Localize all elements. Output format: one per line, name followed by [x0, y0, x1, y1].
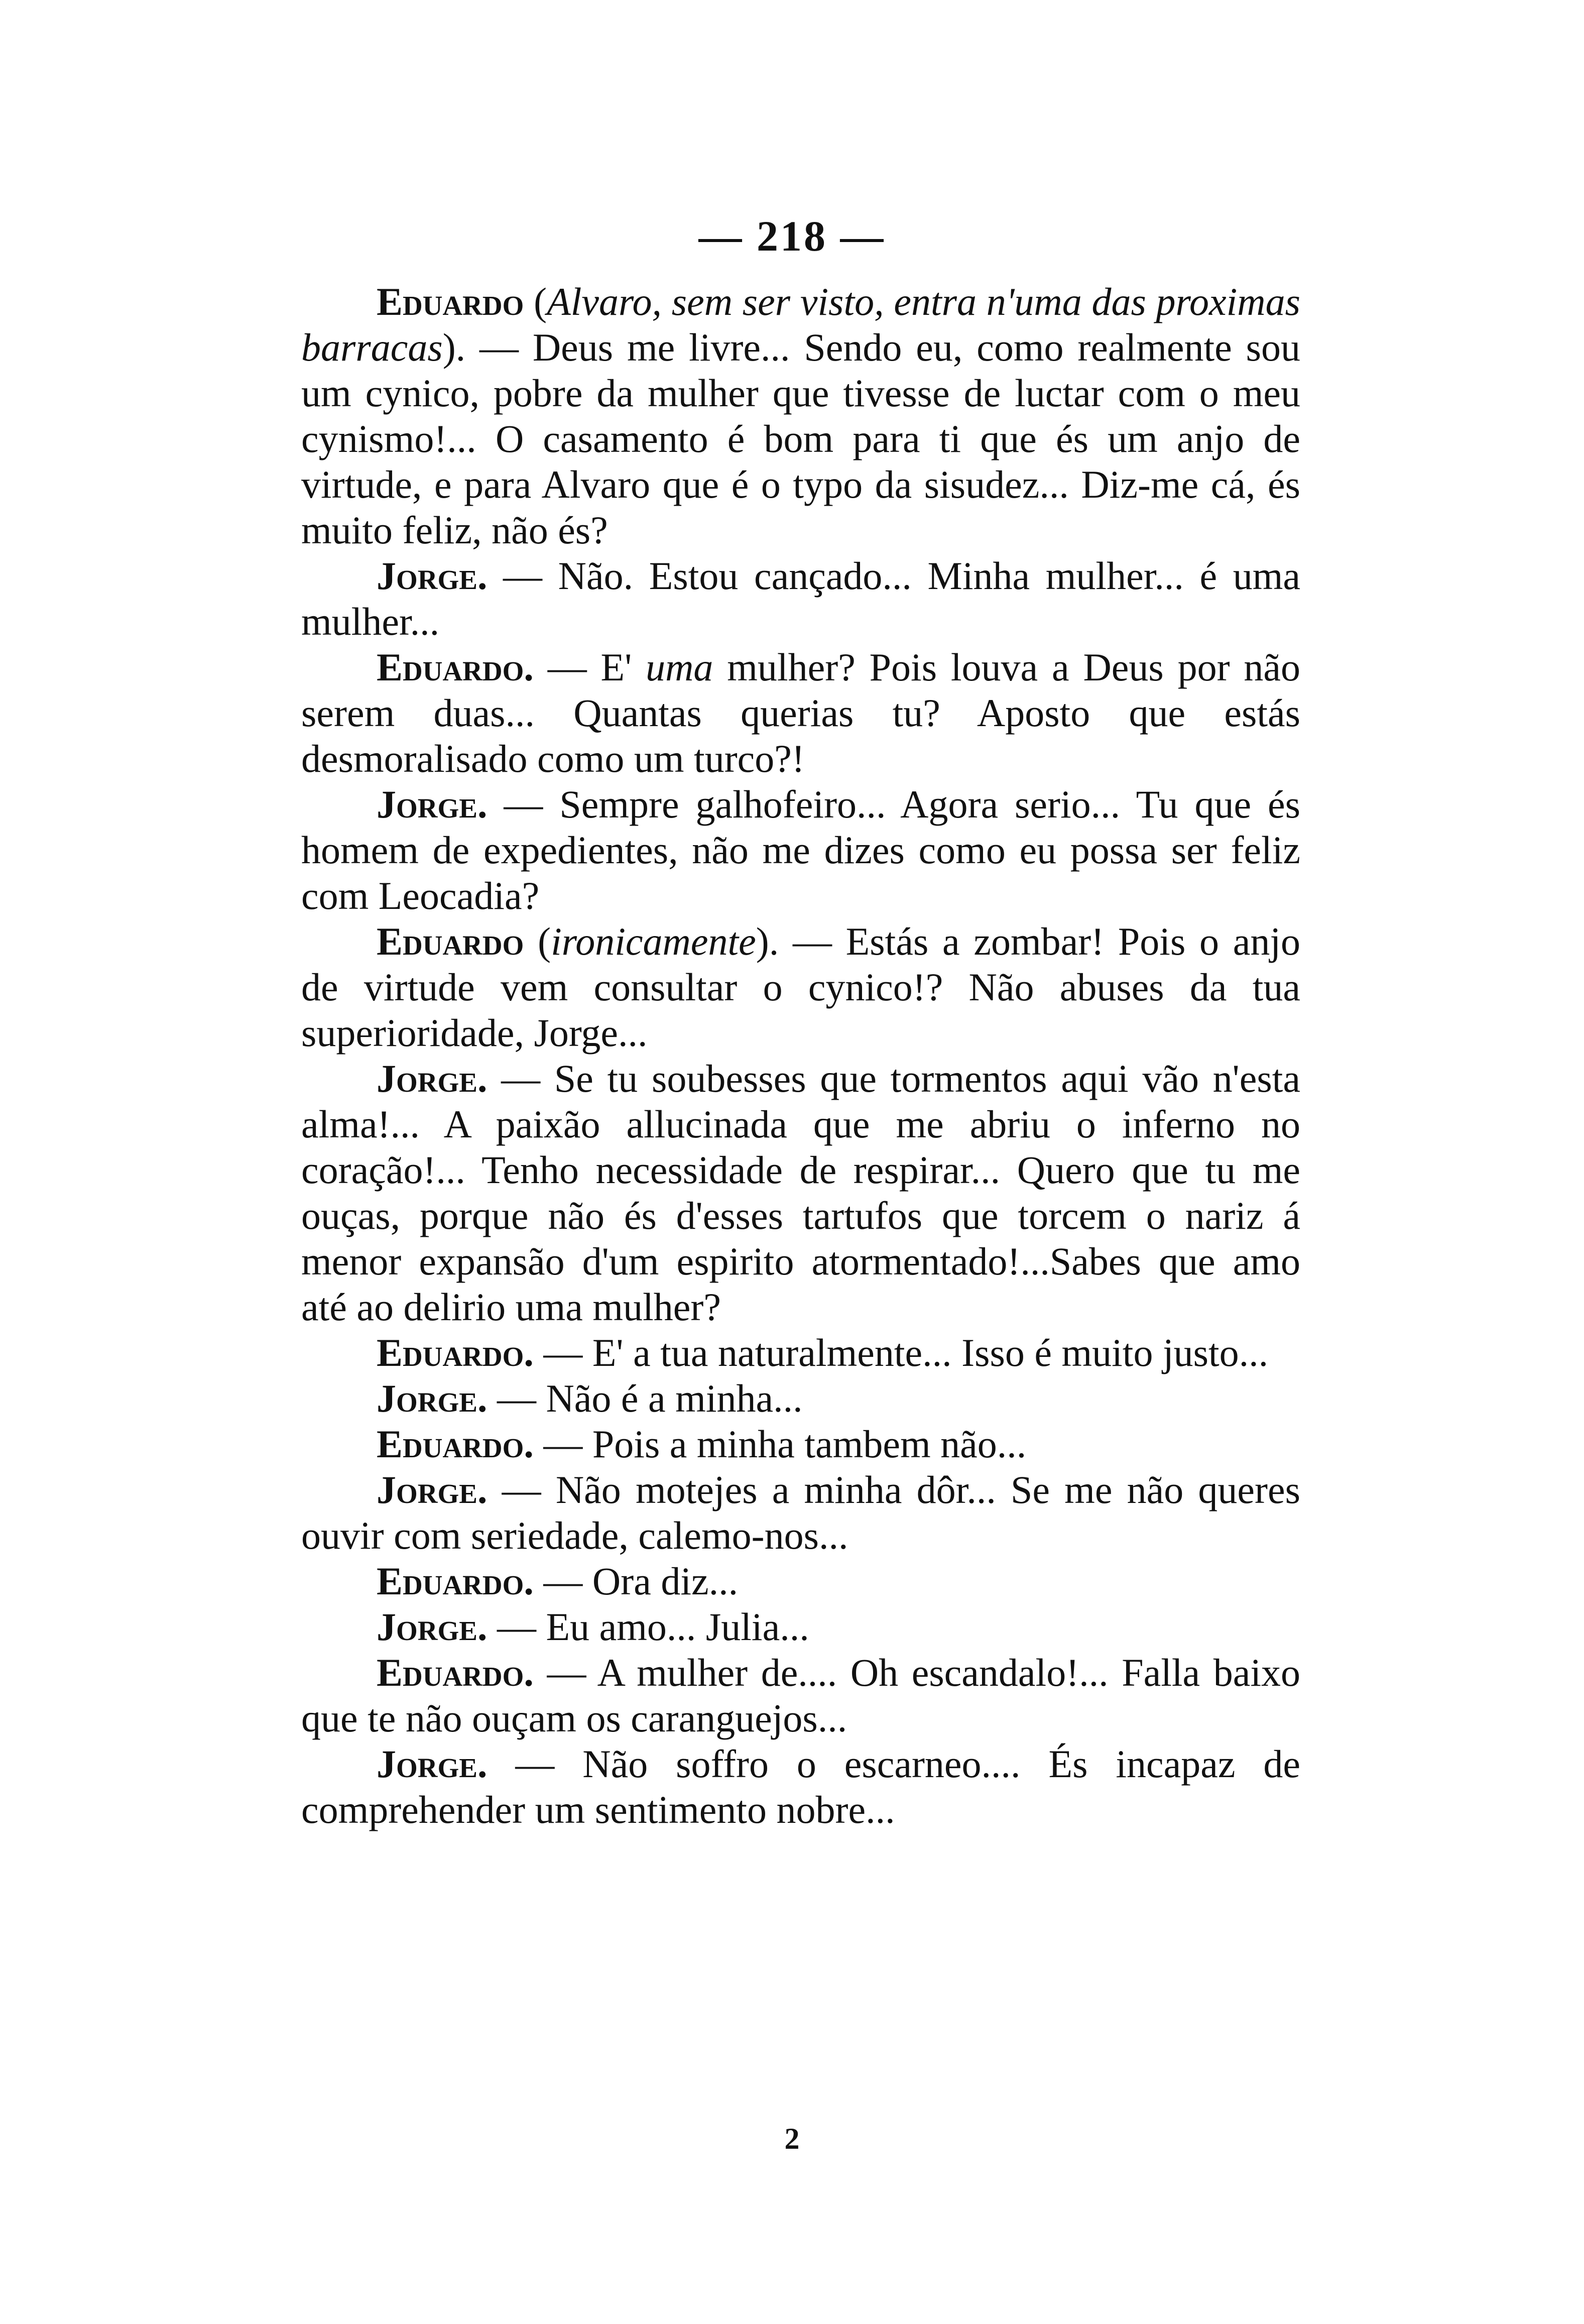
dialogue-paragraph: [301, 644, 1300, 781]
speaker-name: Eduardo.: [377, 1651, 534, 1694]
dialogue-paragraph: Eduardo (Alvaro, sem ser visto, entra n'uma das proximas barracas). — Deus me livre... Sendo eu, como realmente sou um cynico, pobre da mulher que tivesse de luctar com o meu cynismo!... O casamento é bom para ti que és um anjo de virtude, e para Alvaro que é o typo da sisudez... Diz-me cá, és muito feliz, não és?: [301, 280, 1300, 552]
dialogue-paragraph: [301, 1558, 1300, 1604]
speaker-name: Eduardo.: [377, 1331, 534, 1374]
dialogue-paragraph: [301, 553, 1300, 644]
speaker-name: Jorge.: [377, 1468, 488, 1512]
speech-text: ). — Estás a zombar! Pois o anjo de virtude vem consultar o cynico!? Não abuses da tua superioridade, Jorge...: [301, 919, 1300, 1055]
speech-text: — Não. Estou cançado... Minha mulher... é uma mulher...: [301, 554, 1300, 643]
speech-text: — Eu amo... Julia...: [487, 1605, 809, 1649]
stage-direction: Alvaro, sem ser visto, entra n'uma das proximas barracas: [301, 280, 1300, 369]
signature-mark: 2: [784, 2122, 800, 2155]
speech-text: mulher? Pois louva a Deus por não serem duas... Quantas querias tu? Aposto que estás desmoralisado como um turco?!: [301, 645, 1300, 780]
speaker-name: Eduardo.: [377, 1559, 534, 1603]
speaker-name: Jorge.: [377, 1742, 488, 1786]
dialogue-paragraph: [301, 781, 1300, 918]
speaker-name: Eduardo: [377, 919, 524, 963]
dialogue-paragraph: [301, 1056, 1300, 1330]
dialogue-paragraph: [301, 1375, 1300, 1421]
emphasized-word: uma: [646, 645, 713, 689]
dialogue-text: [301, 279, 1300, 1832]
stage-direction: ironicamente: [551, 919, 756, 963]
speech-text: — Não motejes a minha dôr... Se me não queres ouvir com seriedade, calemo-nos...: [301, 1468, 1300, 1557]
dialogue-paragraph: [301, 1741, 1300, 1832]
dialogue-paragraph: [301, 1604, 1300, 1650]
dialogue-paragraph: [301, 1421, 1300, 1467]
speech-text: — Ora diz...: [533, 1559, 739, 1603]
speaker-name: Eduardo.: [377, 1422, 534, 1466]
speaker-name: Eduardo: [377, 280, 524, 323]
speech-text: — Não é a minha...: [487, 1376, 803, 1420]
speaker-name: Jorge.: [377, 1605, 488, 1649]
speech-text: — E' a tua naturalmente... Isso é muito justo...: [533, 1331, 1269, 1374]
speech-text: — A mulher de.... Oh escandalo!... Falla baixo que te não ouçam os caranguejos...: [301, 1651, 1300, 1740]
speaker-name: Jorge.: [377, 782, 488, 826]
speaker-name: Eduardo.: [377, 645, 534, 689]
speech-text: — E': [533, 645, 646, 689]
speech-text: — Se tu soubesses que tormentos aqui vão n'esta alma!... A paixão allucinada que me abriu o inferno no coração!... Tenho necessidade de respirar... Quero que tu me ouças, porque não és d'esses tartufos que torcem o nariz á menor expansão d'um espirito atormentado!...Sabes que amo até ao delirio uma mulher?: [301, 1057, 1300, 1329]
speaker-name: Jorge.: [377, 1057, 488, 1100]
speech-text: — Não soffro o escarneo.... És incapaz de comprehender um sentimento nobre...: [301, 1742, 1300, 1831]
speech-text: — Pois a minha tambem não...: [533, 1422, 1027, 1466]
speech-text: — Sempre galhofeiro... Agora serio... Tu que és homem de expedientes, não me dizes como eu possa ser feliz com Leocadia?: [301, 782, 1300, 917]
speaker-name: Jorge.: [377, 554, 488, 598]
dialogue-paragraph: [301, 1330, 1300, 1375]
dialogue-paragraph: [301, 1467, 1300, 1558]
speaker-name: Jorge.: [377, 1376, 488, 1420]
dialogue-paragraph: Eduardo (ironicamente). — Estás a zombar! Pois o anjo de virtude vem consultar o cynico!? Não abuses da tua superioridade, Jorge...: [301, 919, 1300, 1055]
dialogue-paragraph: [301, 1650, 1300, 1741]
page-number: — 218 —: [698, 212, 886, 260]
speech-text: ). — Deus me livre... Sendo eu, como realmente sou um cynico, pobre da mulher que tivesse de luctar com o meu cynismo!... O casamento é bom para ti que és um anjo de virtude, e para Alvaro que é o typo da sisudez... Diz-me cá, és muito feliz, não és?: [301, 325, 1300, 552]
